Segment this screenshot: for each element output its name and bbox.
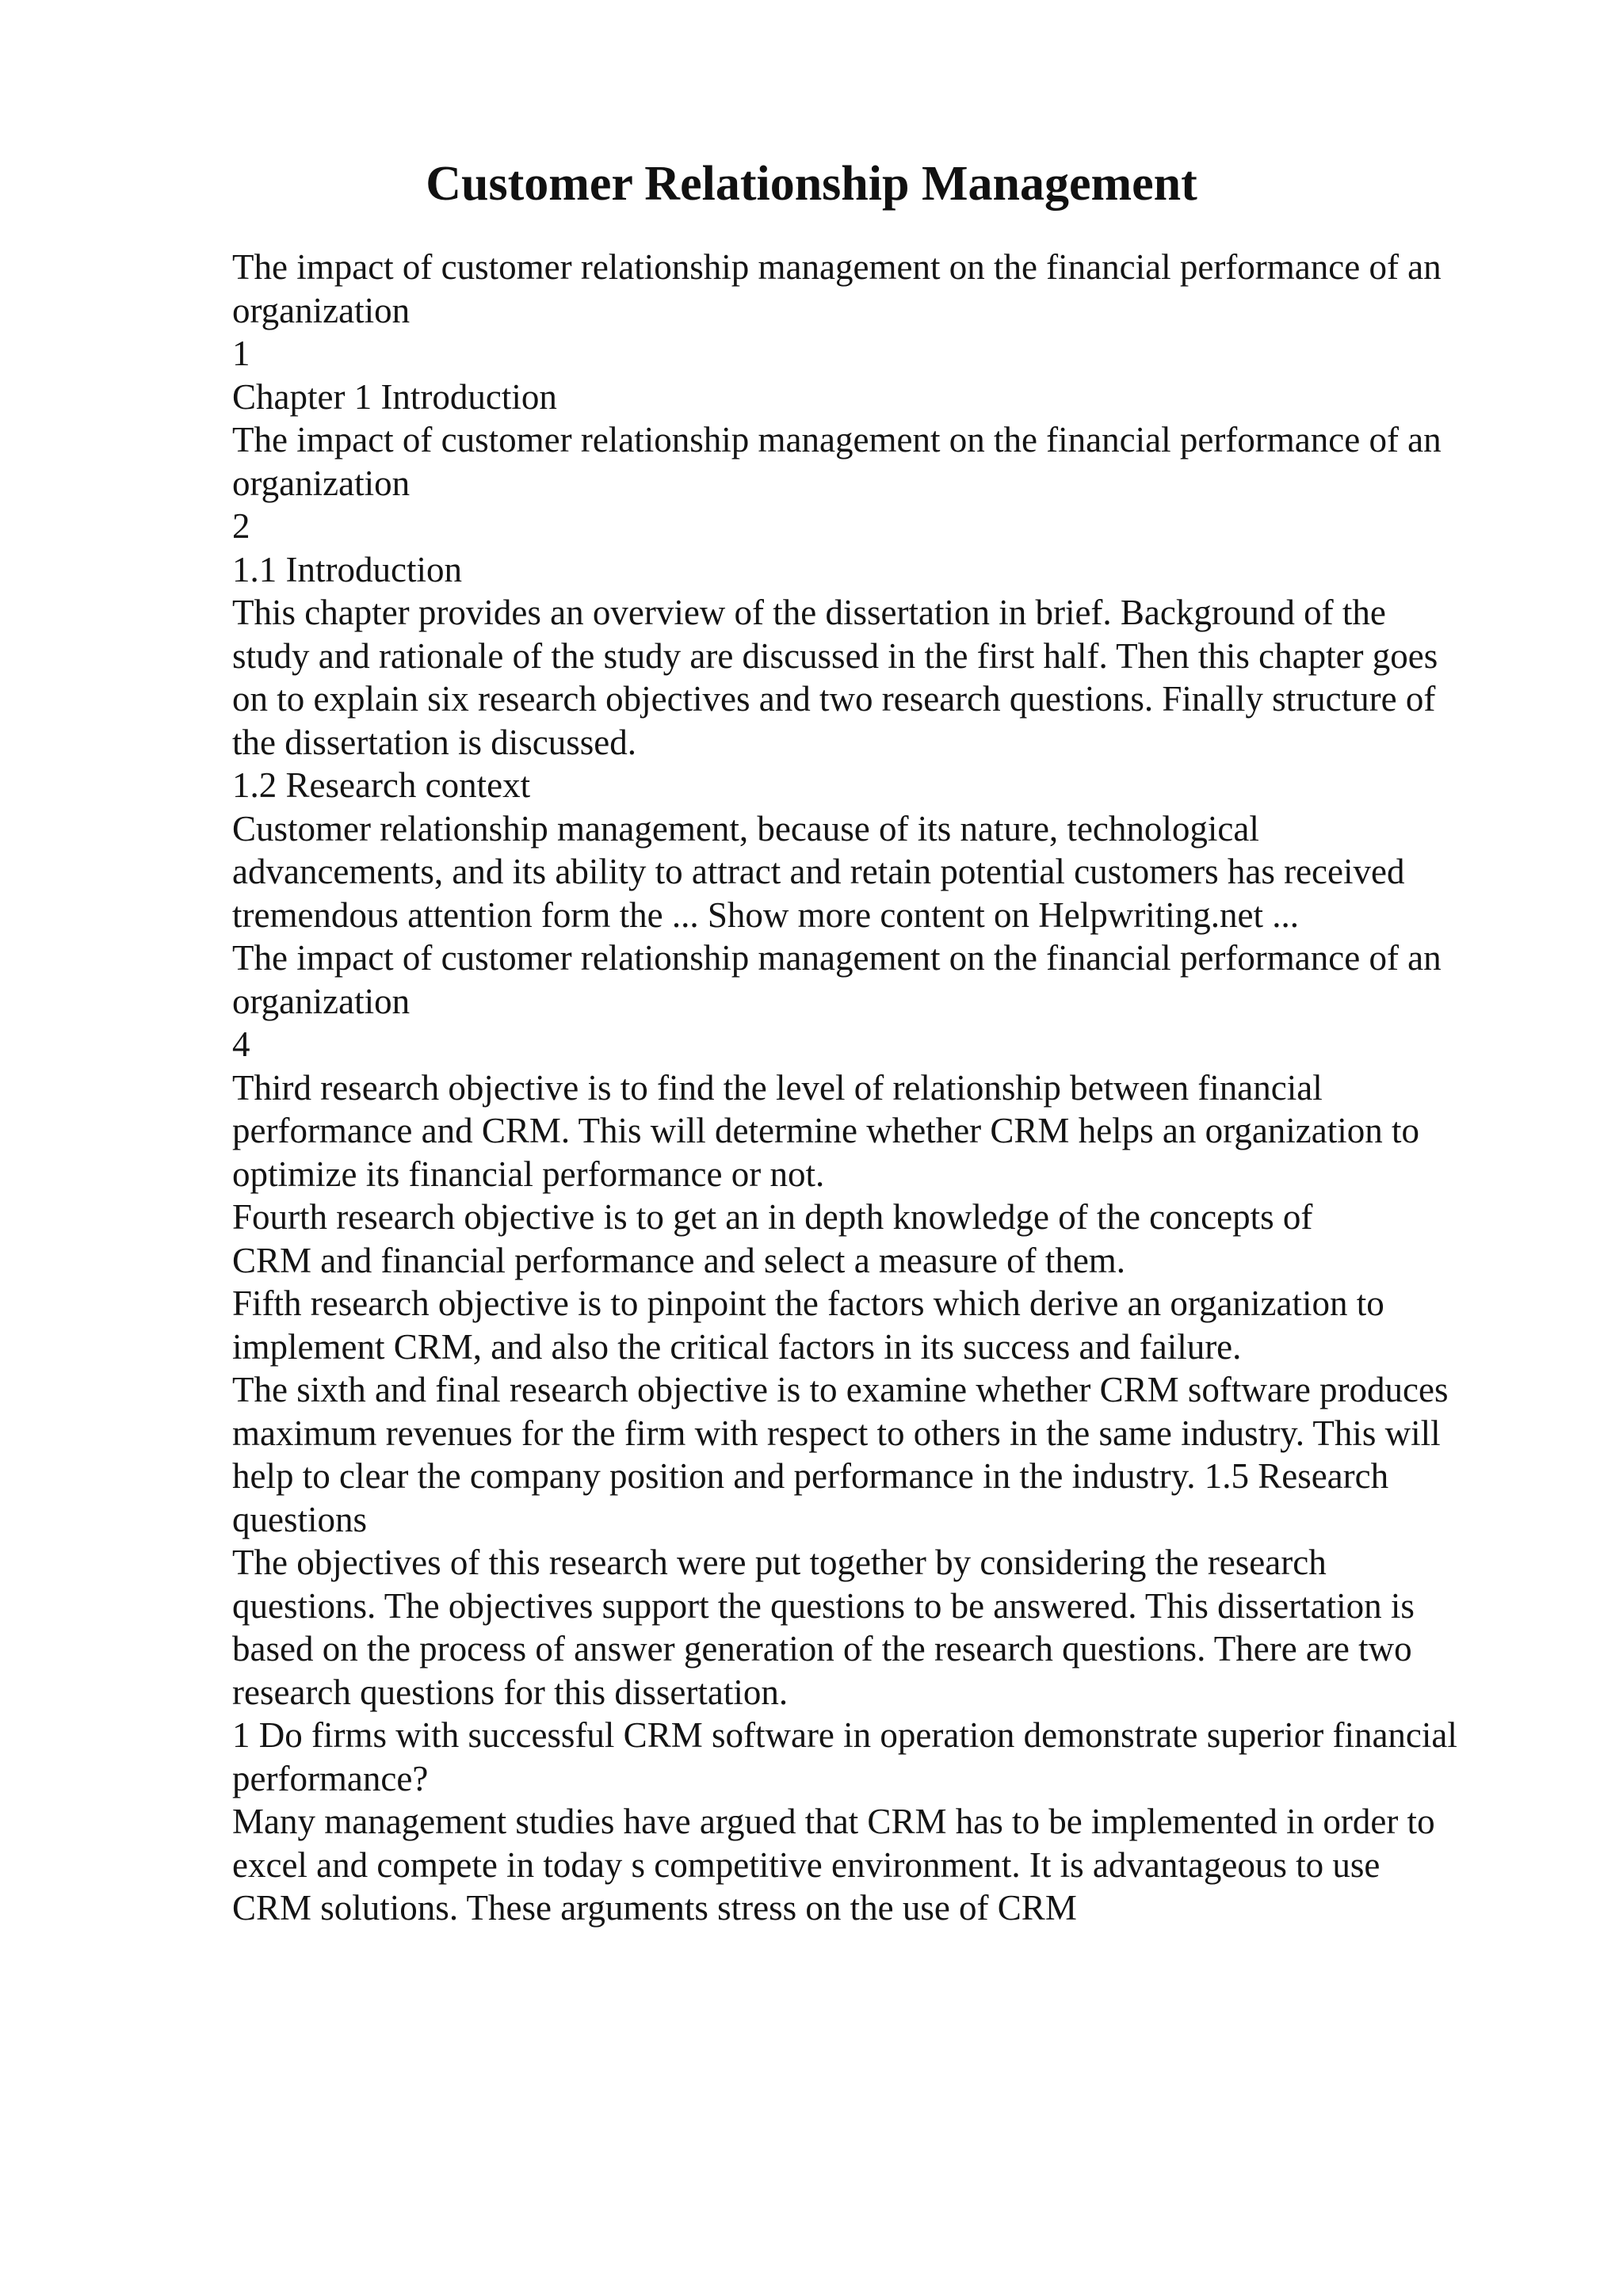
text-line: maximum revenues for the firm with respect to others in the same industry. This will bbox=[232, 1413, 1441, 1453]
section-heading: 1.2 Research context bbox=[232, 765, 531, 805]
page-number: 1 bbox=[232, 334, 250, 373]
section-heading: 1.1 Introduction bbox=[232, 549, 462, 589]
text-line: The impact of customer relationship management on the financial performance of an bbox=[232, 938, 1442, 978]
text-line: performance and CRM. This will determine whether CRM helps an organization to bbox=[232, 1111, 1420, 1150]
text-line: This chapter provides an overview of the dissertation in brief. Background of the bbox=[232, 593, 1386, 632]
research-question: 1 Do firms with successful CRM software in operation demonstrate superior financial bbox=[232, 1715, 1457, 1755]
text-line: Fifth research objective is to pinpoint the factors which derive an organization to bbox=[232, 1283, 1384, 1323]
text-line: study and rationale of the study are discussed in the first half. Then this chapter goes bbox=[232, 635, 1438, 676]
text-line: on to explain six research objectives and two research questions. Finally structure of bbox=[232, 679, 1436, 719]
text-line: help to clear the company position and performance in the industry. 1.5 Research bbox=[232, 1456, 1389, 1496]
text-line: Fourth research objective is to get an in depth knowledge of the concepts of bbox=[232, 1197, 1313, 1237]
text-line: questions bbox=[232, 1499, 368, 1539]
text-line: CRM and financial performance and select a measure of them. bbox=[232, 1240, 1126, 1280]
text-line: The objectives of this research were put together by considering the research bbox=[232, 1543, 1327, 1582]
text-line: organization bbox=[232, 981, 411, 1021]
page-number: 2 bbox=[232, 506, 250, 546]
text-line: implement CRM, and also the critical factors in its success and failure. bbox=[232, 1326, 1242, 1367]
text-line: Customer relationship management, because of its nature, technological bbox=[232, 808, 1259, 849]
text-line: CRM solutions. These arguments stress on the use of CRM bbox=[232, 1888, 1077, 1928]
text-line: tremendous attention form the ... Show more content on Helpwriting.net ... bbox=[232, 894, 1299, 935]
text-line: Third research objective is to find the level of relationship between financial bbox=[232, 1067, 1323, 1108]
text-line: The impact of customer relationship management on the financial performance of an bbox=[232, 247, 1442, 287]
document-title: Customer Relationship Management bbox=[426, 157, 1197, 211]
text-line: The impact of customer relationship management on the financial performance of an bbox=[232, 420, 1442, 460]
text-line: organization bbox=[232, 290, 411, 330]
text-line: The sixth and final research objective is to examine whether CRM software produces bbox=[232, 1370, 1449, 1409]
research-question: performance? bbox=[232, 1758, 429, 1798]
text-line: organization bbox=[232, 463, 411, 503]
text-line: based on the process of answer generation of the research questions. There are two bbox=[232, 1629, 1412, 1669]
text-line: research questions for this dissertation. bbox=[232, 1672, 789, 1712]
text-line: Many management studies have argued that CRM has to be implemented in order to bbox=[232, 1802, 1435, 1841]
text-line: the dissertation is discussed. bbox=[232, 722, 636, 762]
text-line: optimize its financial performance or not. bbox=[232, 1154, 825, 1194]
document-body bbox=[232, 246, 1500, 1930]
text-line: questions. The objectives support the questions to be answered. This dissertation is bbox=[232, 1585, 1415, 1626]
chapter-heading: Chapter 1 Introduction bbox=[232, 376, 557, 417]
text-line: advancements, and its ability to attract and retain potential customers has received bbox=[232, 852, 1405, 891]
text-line: excel and compete in today s competitive environment. It is advantageous to use bbox=[232, 1844, 1381, 1885]
page-number: 4 bbox=[232, 1024, 250, 1064]
